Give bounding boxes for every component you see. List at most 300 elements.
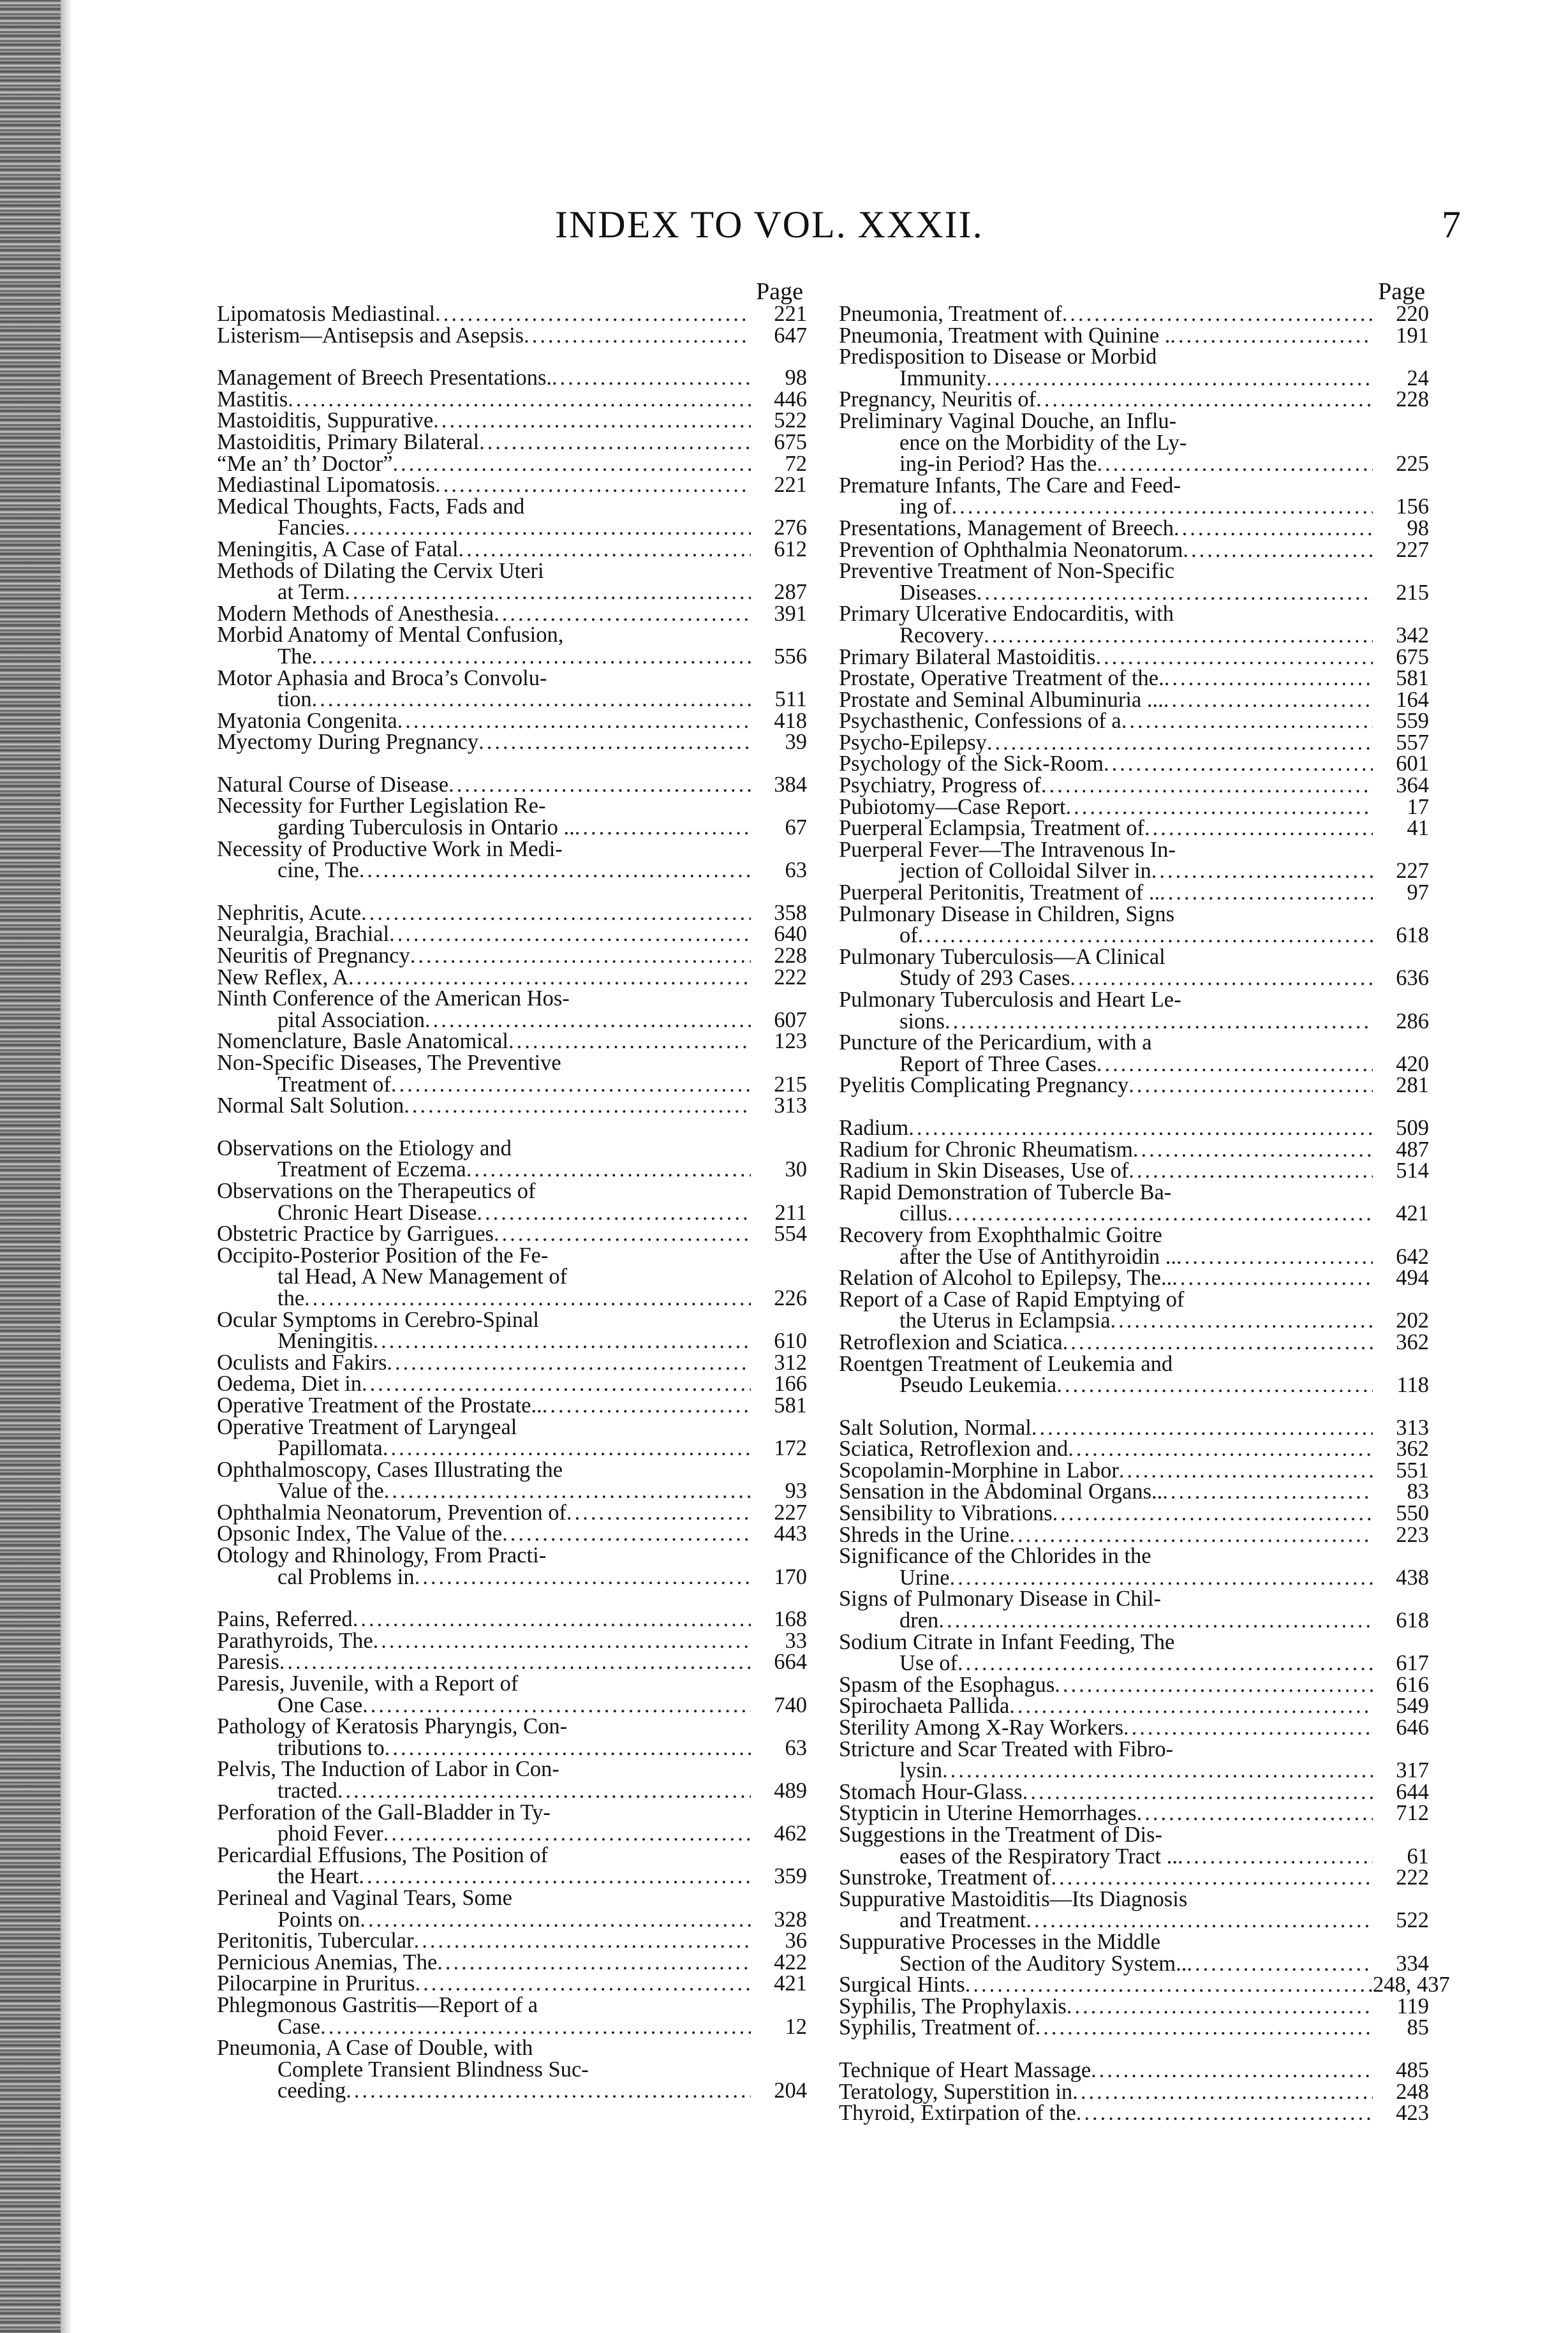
leader-dots	[397, 711, 751, 732]
leader-dots	[360, 1909, 751, 1931]
leader-dots	[414, 1930, 751, 1952]
leader-dots	[466, 1159, 751, 1181]
index-entry	[217, 1307, 807, 1354]
index-entry-line	[217, 1224, 807, 1245]
index-entry-text: Pneumonia, Treatment with Quinine .	[839, 323, 1171, 348]
index-entry	[839, 475, 1429, 518]
index-entry-line	[217, 1545, 807, 1567]
index-entry-text: Occipito-Posterior Position of the Fe-	[217, 1243, 549, 1268]
page-reference: 489	[774, 1779, 807, 1803]
index-entry-line	[217, 1973, 807, 1995]
index-entry-line	[839, 1973, 1450, 1997]
index-entry-line	[217, 2014, 807, 2039]
index-entry	[839, 1867, 1429, 1889]
index-entry-text: sions	[899, 1009, 945, 1033]
index-entry-text: Modern Methods of Anesthesia	[217, 601, 494, 626]
page-reference: 67	[785, 815, 807, 840]
index-entry-text: Oedema, Diet in	[217, 1372, 362, 1396]
index-entry-text: Motor Aphasia and Broca’s Convolu-	[217, 665, 547, 690]
page-reference: 228	[1396, 387, 1429, 412]
index-entry	[217, 1802, 807, 1845]
page-reference: 287	[774, 580, 807, 605]
index-entry-text: Listerism—Antisepsis and Asepsis	[217, 323, 524, 348]
leader-dots	[433, 410, 751, 432]
index-entry-line	[217, 1930, 807, 1952]
index-entry-line	[839, 325, 1429, 347]
index-entry-line	[217, 967, 807, 989]
leader-dots	[1164, 668, 1373, 690]
index-entry-text: Perforation of the Gall-Bladder in Ty-	[217, 1800, 551, 1825]
index-entry-text: after the Use of Antithyroidin ..	[899, 1244, 1177, 1269]
index-entry-line	[839, 1503, 1429, 1525]
page-reference: 647	[774, 323, 807, 348]
page-reference: 61	[1407, 1844, 1429, 1869]
page-reference: 168	[774, 1607, 807, 1632]
index-entry-text: Papillomata	[277, 1436, 383, 1461]
page-reference: 312	[774, 1350, 807, 1375]
index-entry-line	[217, 1885, 807, 1910]
page-number: 7	[1442, 204, 1461, 246]
index-entry-text: Operative Treatment of Laryngeal	[217, 1414, 517, 1439]
index-entry	[217, 1952, 807, 1974]
index-entry-line	[839, 1351, 1429, 1376]
index-entry-line	[839, 1717, 1429, 1739]
page-column-label: Page	[1378, 278, 1425, 305]
index-column-left	[217, 279, 807, 2102]
leader-dots	[1023, 1782, 1373, 1803]
index-entry-line	[839, 1653, 1429, 1675]
index-entry	[839, 687, 1429, 712]
index-entry	[217, 2038, 807, 2102]
index-entry-line	[217, 601, 807, 626]
page-reference: 63	[785, 858, 807, 883]
page-reference: 41	[1407, 816, 1429, 841]
index-entry-text: Myectomy During Pregnancy	[217, 730, 479, 755]
index-entry	[217, 1973, 807, 1995]
index-entry	[839, 818, 1429, 840]
index-entry-text: Oculists and Fakirs	[217, 1350, 387, 1375]
index-entry	[839, 1973, 1450, 1997]
index-entry-line	[217, 1331, 807, 1352]
index-entry-text: Pulmonary Tuberculosis—A Clinical	[839, 944, 1165, 969]
index-entry	[217, 367, 807, 389]
index-entry	[839, 1503, 1429, 1525]
page-reference: 581	[774, 1393, 807, 1418]
index-entry-line	[217, 988, 807, 1010]
index-entry-line	[839, 1886, 1429, 1911]
index-entry	[217, 1053, 807, 1095]
page-column-label: Page	[756, 278, 803, 305]
index-entry-text: Necessity of Productive Work in Medi-	[217, 836, 563, 861]
index-entry-line	[217, 1395, 807, 1417]
index-entry	[839, 989, 1429, 1032]
page-reference: 422	[774, 1950, 807, 1974]
index-entry-text: Natural Course of Disease	[217, 772, 449, 797]
index-entry	[217, 1095, 807, 1117]
index-entry-text: Obstetric Practice by Garrigues	[217, 1222, 494, 1247]
index-entry	[217, 625, 807, 667]
leader-dots	[951, 496, 1373, 518]
index-entry-line	[839, 1051, 1429, 1076]
index-entry	[839, 1268, 1429, 1289]
index-entry	[217, 1652, 807, 1673]
leader-dots	[344, 517, 751, 539]
leader-dots	[1035, 2017, 1373, 2039]
index-entry-line	[839, 346, 1429, 368]
index-entry-line	[839, 1289, 1429, 1311]
leader-dots	[945, 1011, 1373, 1033]
page-reference: 358	[774, 900, 807, 925]
page-reference: 359	[774, 1864, 807, 1889]
index-entry	[839, 1222, 1429, 1269]
page-reference: 17	[1407, 794, 1429, 819]
index-entry	[839, 644, 1429, 669]
index-entry-text: Rapid Demonstration of Tubercle Ba-	[839, 1180, 1172, 1204]
leader-dots	[1178, 1846, 1373, 1868]
index-entry-text: tion	[277, 687, 312, 712]
index-entry-line	[839, 537, 1429, 562]
leader-dots	[552, 367, 751, 389]
index-entry-text: Report of a Case of Rapid Emptying of	[839, 1287, 1185, 1312]
leader-dots	[1062, 304, 1373, 325]
index-entry-line	[839, 732, 1429, 754]
leader-dots	[950, 1567, 1373, 1589]
index-entry-text: Urine	[899, 1565, 950, 1590]
index-entry	[839, 1589, 1429, 1631]
index-entry-line	[839, 1522, 1429, 1547]
index-entry-line	[839, 818, 1429, 840]
index-entry-text: Syphilis, The Prophylaxis	[839, 1994, 1067, 2018]
index-entry-text: Primary Bilateral Mastoiditis	[839, 644, 1096, 669]
page-reference: 226	[774, 1285, 807, 1310]
leader-dots	[987, 732, 1373, 754]
index-entry-text: ing-in Period? Has the	[899, 452, 1097, 477]
page-reference: 83	[1407, 1479, 1429, 1504]
page-reference: 462	[774, 1821, 807, 1846]
leader-dots	[1009, 1525, 1373, 1546]
index-entry	[217, 988, 807, 1031]
index-entry-line	[839, 968, 1429, 989]
page-reference: 334	[1396, 1951, 1429, 1976]
index-entry-text: garding Tuberculosis in Ontario ..	[277, 815, 575, 840]
index-entry-text: Spasm of the Esophagus	[839, 1672, 1055, 1697]
page-reference: 313	[774, 1093, 807, 1118]
index-entry-line	[839, 1567, 1429, 1589]
index-entry	[217, 539, 807, 561]
index-entry-text: Prevention of Ophthalmia Neonatorum	[839, 537, 1183, 562]
leader-dots	[1067, 1996, 1373, 2018]
leader-dots	[1170, 325, 1373, 347]
leader-dots	[575, 817, 751, 839]
index-entry-text: ceeding	[277, 2078, 346, 2103]
index-entry-line	[217, 539, 807, 561]
page-reference: 610	[774, 1329, 807, 1354]
page-reference: 522	[774, 408, 807, 433]
index-entry-text: Pericardial Effusions, The Position of	[217, 1842, 549, 1867]
leader-dots	[508, 1031, 751, 1053]
leader-dots	[494, 604, 751, 625]
leader-dots	[1068, 1439, 1373, 1460]
index-entry	[839, 775, 1429, 797]
page-reference: 313	[1396, 1415, 1429, 1440]
leader-dots	[477, 1203, 751, 1224]
page-reference: 740	[774, 1692, 807, 1717]
index-entry-text: Operative Treatment of the Prostate..	[217, 1393, 542, 1418]
page-reference: 98	[1407, 515, 1429, 540]
index-entry-line	[839, 1803, 1429, 1825]
leader-dots	[362, 1695, 751, 1717]
leader-dots	[479, 432, 751, 454]
index-entry-text: Sensibility to Vibrations	[839, 1501, 1053, 1526]
index-entry-text: Psychology of the Sick-Room	[839, 752, 1104, 776]
index-entry-text: Pneumonia, Treatment of	[839, 302, 1062, 326]
index-entry	[839, 1929, 1429, 1976]
index-entry	[217, 1885, 807, 1932]
index-entry	[839, 1629, 1429, 1676]
page-reference: 421	[774, 1971, 807, 1996]
index-entry-line	[839, 1629, 1429, 1654]
index-entry	[839, 2017, 1429, 2039]
leader-dots	[373, 1331, 751, 1352]
index-entry-text: Ophthalmoscopy, Cases Illustrating the	[217, 1457, 563, 1482]
leader-dots	[437, 1952, 751, 1974]
index-entry	[217, 1842, 807, 1889]
index-entry	[839, 1696, 1429, 1717]
index-entry	[217, 1502, 807, 1524]
page-reference: 222	[774, 965, 807, 989]
index-entry-line	[839, 1779, 1429, 1804]
index-entry-line	[839, 1929, 1429, 1954]
index-entry-line	[839, 861, 1429, 882]
index-entry-text: Preliminary Vaginal Douche, an Influ-	[839, 408, 1177, 433]
index-entry-line	[839, 882, 1429, 904]
index-entry-line	[217, 1735, 807, 1760]
index-entry	[839, 325, 1429, 347]
index-entry	[839, 1672, 1429, 1697]
page-reference: 227	[1396, 859, 1429, 884]
index-entry-line	[217, 1031, 807, 1053]
index-entry-text: Treatment of	[277, 1072, 391, 1097]
index-entry-line	[217, 1802, 807, 1824]
index-entry	[839, 711, 1429, 732]
index-entry-text: Signs of Pulmonary Disease in Chil-	[839, 1587, 1162, 1611]
index-entry-text: Normal Salt Solution	[217, 1093, 404, 1118]
index-entry-text: Stomach Hour-Glass	[839, 1779, 1023, 1804]
leader-dots	[346, 2080, 751, 2102]
index-entry-line	[217, 1716, 807, 1738]
index-entry-text: Preventive Treatment of Non-Specific	[839, 559, 1175, 584]
index-entry-line	[217, 429, 807, 454]
index-entry-text: Psychasthenic, Confessions of a	[839, 709, 1121, 734]
leader-dots	[1072, 2082, 1373, 2103]
leader-dots	[1123, 1717, 1373, 1739]
index-entry	[217, 1031, 807, 1053]
leader-dots	[1063, 1332, 1373, 1354]
index-entry-text: Premature Infants, The Care and Feed-	[839, 473, 1181, 498]
page-reference: 617	[1396, 1651, 1429, 1676]
leader-dots	[1119, 1460, 1373, 1482]
index-entry-text: Neuritis of Pregnancy	[217, 944, 410, 968]
index-entry-text: Shreds in the Urine	[839, 1522, 1010, 1547]
index-entry-text: cillus	[899, 1201, 947, 1226]
index-entry-text: Management of Breech Presentations.	[217, 366, 552, 390]
page-reference: 644	[1396, 1779, 1429, 1804]
index-entry-text: Pulmonary Tuberculosis and Heart Le-	[839, 988, 1181, 1012]
index-entry-line	[217, 1178, 807, 1203]
leader-dots	[1091, 2060, 1373, 2082]
page-reference: 446	[774, 387, 807, 411]
index-entry-text: Pubiotomy—Case Report	[839, 794, 1066, 819]
page-reference: 118	[1396, 1373, 1429, 1398]
leader-dots	[279, 1652, 751, 1673]
leader-dots	[359, 860, 751, 882]
index-entry-text: Prostate, Operative Treatment of the.	[839, 666, 1164, 691]
page-reference: 123	[774, 1029, 807, 1054]
index-entry-text: Mediastinal Lipomatosis	[217, 473, 436, 498]
index-entry-text: Case	[277, 2014, 321, 2039]
page-reference: 384	[774, 772, 807, 797]
leader-dots	[1164, 690, 1373, 711]
index-entry-line	[839, 837, 1429, 862]
page-reference: 93	[785, 1479, 807, 1504]
leader-dots	[344, 582, 751, 604]
leader-dots	[1032, 1418, 1373, 1439]
leader-dots	[1128, 1160, 1373, 1182]
index-entry-text: Primary Ulcerative Endocarditis, with	[839, 602, 1174, 626]
page-reference: 511	[774, 687, 807, 712]
leader-dots	[348, 967, 751, 989]
index-entry-text: Complete Transient Blindness Suc-	[277, 2057, 589, 2082]
index-entry-line	[217, 1200, 807, 1225]
index-entry-text: Scopolamin-Morphine in Labor	[839, 1458, 1119, 1483]
index-entry-line	[839, 1610, 1429, 1632]
index-entry	[217, 1395, 807, 1417]
index-entry-line	[839, 1867, 1429, 1889]
index-entry	[217, 1930, 807, 1952]
page-reference: 202	[1396, 1308, 1429, 1333]
index-entry-line	[839, 1589, 1429, 1610]
index-entry-text: Peritonitis, Tubercular	[217, 1929, 414, 1953]
leader-dots	[1070, 968, 1373, 989]
index-entry-text: Spirochaeta Pallida	[839, 1694, 1010, 1719]
leader-dots	[965, 1974, 1373, 1996]
page-reference: 485	[1396, 2057, 1429, 2082]
index-entry-text: Use of	[899, 1651, 958, 1676]
leader-dots	[984, 625, 1373, 647]
index-entry-text: Teratology, Superstition in	[839, 2079, 1073, 2104]
index-entry	[839, 1996, 1429, 2018]
index-entry-text: Treatment of Eczema	[277, 1157, 466, 1182]
index-entry-line	[217, 1074, 807, 1096]
index-entry-line	[217, 558, 807, 583]
index-entry-text: Pulmonary Disease in Children, Signs	[839, 901, 1175, 926]
index-entry	[839, 515, 1429, 540]
index-entry-line	[217, 1842, 807, 1867]
index-entry-text: dren	[899, 1608, 939, 1633]
index-entry	[839, 1460, 1429, 1482]
index-entry	[839, 1289, 1429, 1332]
index-entry-text: cine, The	[277, 858, 359, 883]
index-entry-line	[217, 689, 807, 711]
index-entry-line	[217, 1909, 807, 1931]
index-entry	[217, 601, 807, 626]
leader-dots	[288, 389, 751, 411]
page-reference: 248, 437	[1373, 1973, 1450, 1997]
leader-dots	[942, 1760, 1373, 1782]
index-entry-text: Myatonia Congenita	[217, 708, 397, 733]
index-entry-text: Pyelitis Complicating Pregnancy	[839, 1073, 1129, 1098]
index-entry	[839, 1032, 1429, 1075]
leader-dots	[1137, 1803, 1373, 1825]
index-entry	[839, 668, 1429, 690]
index-entry-line	[839, 2057, 1429, 2082]
page-reference: 557	[1396, 730, 1429, 755]
index-entry-line	[217, 708, 807, 733]
index-entry-text: Chronic Heart Disease	[277, 1200, 477, 1225]
index-entry-line	[217, 1457, 807, 1482]
index-entry-line	[839, 944, 1429, 969]
page-reference: 191	[1396, 323, 1429, 348]
index-entry-text: tracted	[277, 1779, 337, 1803]
index-entry	[217, 1245, 807, 1310]
page-reference: 223	[1396, 1522, 1429, 1547]
leader-dots	[415, 1973, 751, 1995]
index-entry-text: of	[899, 923, 918, 948]
page-reference: 494	[1396, 1266, 1429, 1291]
index-entry-line	[839, 1846, 1429, 1868]
index-entry-line	[217, 2080, 807, 2102]
index-entry	[839, 2079, 1429, 2104]
leader-dots	[415, 1567, 751, 1589]
page-reference: 601	[1396, 752, 1429, 776]
index-entry-line	[217, 836, 807, 861]
index-entry-text: Roentgen Treatment of Leukemia and	[839, 1351, 1173, 1376]
index-entry-text: Medical Thoughts, Facts, Fads and	[217, 494, 525, 519]
index-entry	[217, 451, 807, 476]
index-entry-line	[217, 665, 807, 690]
index-entry	[839, 1351, 1429, 1398]
page-reference: 248	[1396, 2079, 1429, 2104]
index-entry-line	[839, 901, 1429, 926]
page-reference: 317	[1396, 1758, 1429, 1783]
index-entry-text: Fancies	[277, 515, 345, 540]
index-entry-line	[839, 304, 1429, 325]
page-reference: 549	[1396, 1694, 1429, 1719]
index-entry-text: Radium in Skin Diseases, Use of	[839, 1159, 1129, 1183]
index-entry	[217, 1716, 807, 1759]
index-entry-text: Predisposition to Disease or Morbid	[839, 344, 1157, 369]
page-reference: 227	[1396, 537, 1429, 562]
page-reference: 85	[1407, 2015, 1429, 2040]
index-entry-line	[839, 1460, 1429, 1482]
page-reference: 204	[774, 2078, 807, 2103]
page-reference: 39	[785, 730, 807, 755]
index-entry	[217, 1138, 807, 1181]
page-reference: 443	[774, 1522, 807, 1546]
page-reference: 215	[774, 1072, 807, 1097]
index-entry-text: Lipomatosis Mediastinal	[217, 302, 436, 326]
page-reference: 675	[1396, 644, 1429, 669]
index-entry-line	[217, 1992, 807, 2017]
index-entry-text: Pains, Referred	[217, 1607, 353, 1632]
page-reference: 522	[1396, 1908, 1429, 1933]
index-entry	[839, 753, 1429, 775]
index-entry-line	[217, 1823, 807, 1845]
index-entry	[217, 967, 807, 989]
index-entry-text: Pilocarpine in Pruritus	[217, 1971, 415, 1996]
leader-dots	[404, 1095, 751, 1117]
index-entry-line	[217, 325, 807, 347]
